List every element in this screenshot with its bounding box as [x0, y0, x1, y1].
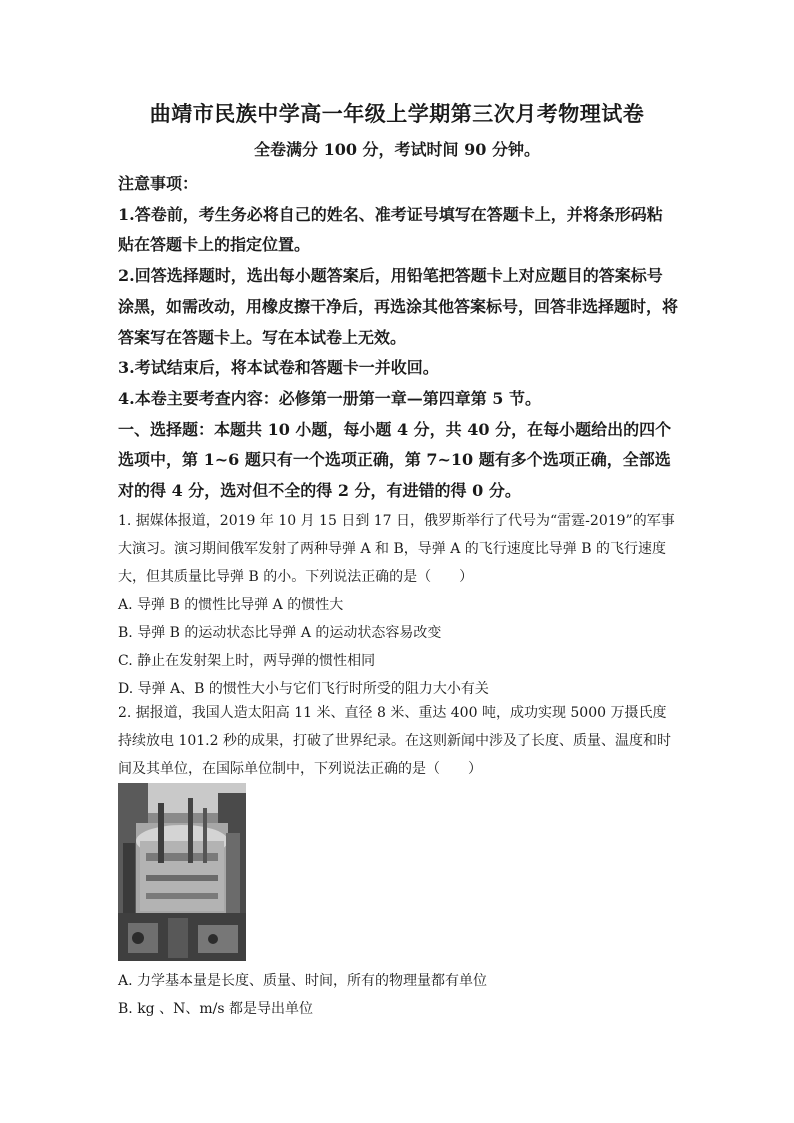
- fusion-reactor-photo: [118, 783, 246, 961]
- question-2: [118, 699, 678, 783]
- question-2-stem: 2. 据报道，我国人造太阳高 11 米、直径 8 米、重达 400 吨，成功实现 5000 万摄氏度持续放电 101.2 秒的成果，打破了世界纪录。在这则新闻中涉及了长度、质量、温度和时间及其单位，在国际单位制中，下列说法正确的是（ ）: [118, 705, 671, 777]
- question-1-option-d: D. 导弹 A、B 的惯性大小与它们飞行时所受的阻力大小有关: [118, 681, 489, 697]
- question-2-option-b: B. kg 、N、m/s 都是导出单位: [118, 1001, 313, 1017]
- notice-item-4: 4.本卷主要考查内容：必修第一册第一章—第四章第 5 节。: [118, 388, 541, 408]
- notice-item-1: 1.答卷前，考生务必将自己的姓名、准考证号填写在答题卡上，并将条形码粘贴在答题卡上的指定位置。: [118, 204, 663, 255]
- exam-subtitle: 全卷满分 100 分，考试时间 90 分钟。: [254, 140, 540, 159]
- section1-intro: 一、选择题：本题共 10 小题，每小题 4 分，共 40 分，在每小题给出的四个选项中，第 1~6 题只有一个选项正确，第 7~10 题有多个选项正确，全部选对的得 4 分，选对但不全的得 2 分，有进错的得 0 分。: [118, 419, 672, 501]
- exam-title: 曲靖市民族中学高一年级上学期第三次月考物理试卷: [149, 101, 645, 126]
- notice-item-2: 2.回答选择题时，选出每小题答案后，用铅笔把答题卡上对应题目的答案标号涂黑，如需改动，用橡皮擦干净后，再选涂其他答案标号，回答非选择题时，将答案写在答题卡上。写在本试卷上无效。: [118, 266, 679, 347]
- question-1: [118, 507, 678, 703]
- notice-heading: 注意事项：: [118, 174, 199, 193]
- notice-item-3: 3.考试结束后，将本试卷和答题卡一并收回。: [118, 358, 439, 378]
- question-2-options: [118, 967, 678, 1023]
- question-2-option-a: A. 力学基本量是长度、质量、时间，所有的物理量都有单位: [118, 973, 488, 989]
- question-1-option-a: A. 导弹 B 的惯性比导弹 A 的惯性大: [118, 597, 344, 613]
- question-1-option-c: C. 静止在发射架上时，两导弹的惯性相同: [118, 653, 376, 669]
- question-1-option-b: B. 导弹 B 的运动状态比导弹 A 的运动状态容易改变: [118, 625, 442, 641]
- question-1-stem: 1. 据媒体报道，2019 年 10 月 15 日到 17 日，俄罗斯举行了代号为“雷霆-2019”的军事大演习。演习期间俄军发射了两种导弹 A 和 B，导弹 A 的飞行速度比导弹 B 的飞行速度大，但其质量比导弹 B 的小。下列说法正确的是（ ）: [118, 513, 675, 585]
- notice-section: [118, 169, 678, 507]
